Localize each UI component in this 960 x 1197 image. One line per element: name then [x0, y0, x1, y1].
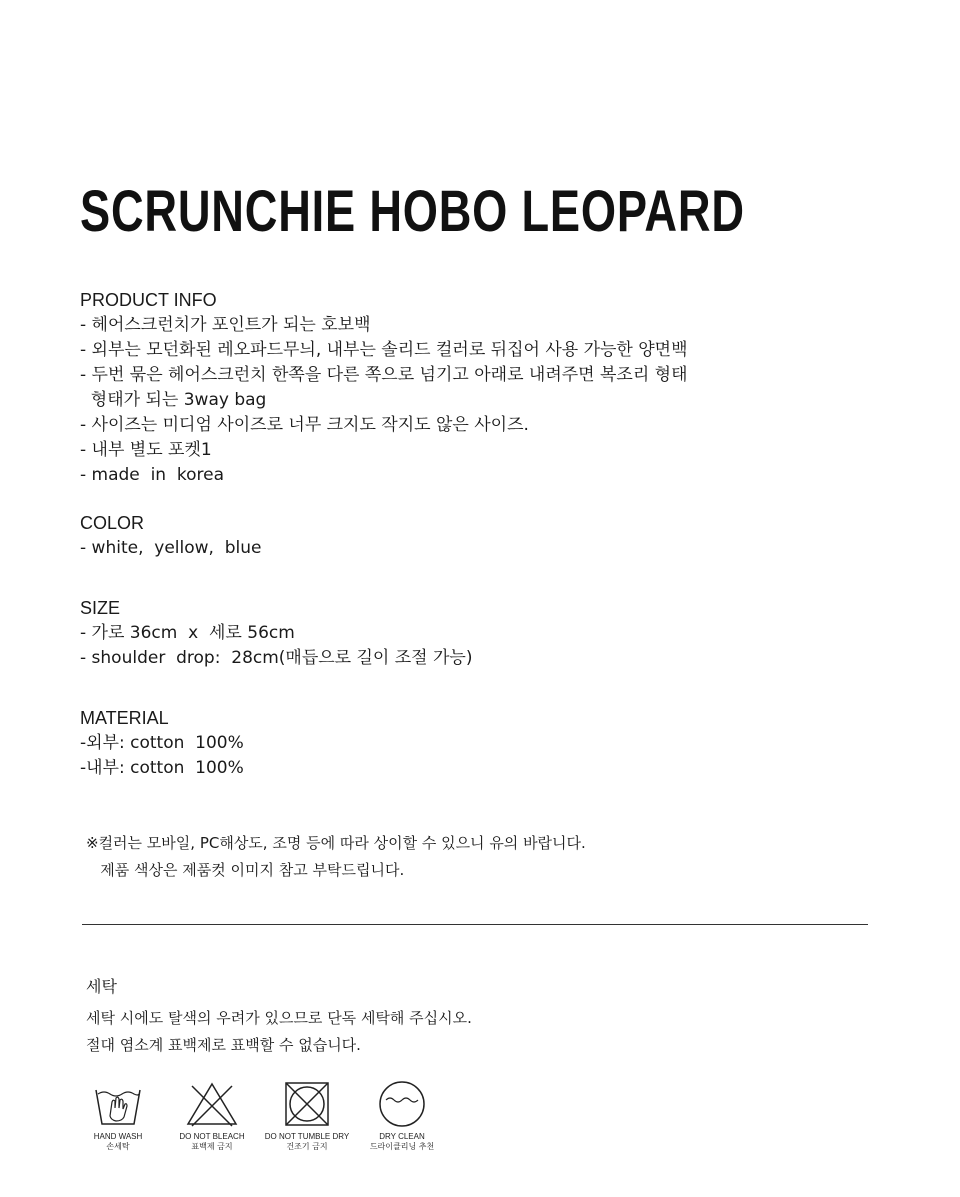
- hand-wash-icon: [88, 1080, 148, 1130]
- do-not-bleach-icon: [182, 1080, 242, 1130]
- product-title: SCRUNCHIE HOBO LEOPARD: [80, 179, 745, 244]
- product-info-line: - 두번 묶은 헤어스크런치 한쪽을 다른 쪽으로 넘기고 아래로 내려주면 복조리 형태: [80, 365, 688, 385]
- color-notice: [86, 830, 586, 884]
- care-heading: 세탁: [86, 977, 117, 996]
- care-line: 세탁 시에도 탈색의 우려가 있으므로 단독 세탁해 주십시오.: [86, 1009, 472, 1027]
- product-info-line: - 외부는 모던화된 레오파드무늬, 내부는 솔리드 컬러로 뒤집어 사용 가능한 양면백: [80, 340, 688, 360]
- material-line: -외부: cotton 100%: [80, 733, 244, 753]
- color-line: - white, yellow, blue: [80, 538, 262, 558]
- size-line: - 가로 36cm x 세로 56cm: [80, 623, 295, 643]
- care-symbol-label: DRY CLEAN: [379, 1132, 425, 1141]
- product-info-line: - 내부 별도 포켓1: [80, 440, 212, 460]
- care-symbol-label: DO NOT TUMBLE DRY: [264, 1132, 350, 1141]
- care-line: 절대 염소계 표백제로 표백할 수 없습니다.: [86, 1036, 361, 1054]
- do-not-tumble-dry-icon: [277, 1080, 337, 1130]
- product-info-line: - made in korea: [80, 465, 225, 485]
- care-symbol-sublabel: 건조기 금지: [286, 1142, 328, 1151]
- care-symbol-label: HAND WASH: [93, 1132, 143, 1141]
- dry-clean-icon: [372, 1080, 432, 1130]
- care-symbol-sublabel: 표백제 금지: [191, 1142, 233, 1151]
- care-instructions: [86, 1005, 472, 1059]
- size-heading: SIZE: [80, 598, 121, 618]
- care-symbol-hand-wash: [68, 1080, 168, 1152]
- care-symbol-label: DO NOT BLEACH: [179, 1132, 245, 1141]
- product-info-line: 형태가 되는 3way bag: [80, 390, 267, 410]
- care-symbol-sublabel: 드라이클리닝 추천: [369, 1142, 435, 1151]
- material-heading: MATERIAL: [80, 708, 169, 728]
- notice-line: 제품 색상은 제품컷 이미지 참고 부탁드립니다.: [86, 861, 405, 879]
- size-line: - shoulder drop: 28cm(매듭으로 길이 조절 가능): [80, 648, 473, 668]
- material-line: -내부: cotton 100%: [80, 758, 244, 778]
- care-icons: [82, 1080, 482, 1160]
- product-info-line: - 헤어스크런치가 포인트가 되는 호보백: [80, 315, 371, 335]
- material-section: [80, 706, 244, 781]
- color-heading: COLOR: [80, 513, 145, 533]
- product-info-heading: PRODUCT INFO: [80, 290, 217, 310]
- care-symbol-dry-clean: [352, 1080, 452, 1152]
- care-symbol-do-not-bleach: [162, 1080, 262, 1152]
- product-info-section: [80, 288, 688, 488]
- care-symbol-do-not-tumble-dry: [257, 1080, 357, 1152]
- color-section: [80, 511, 262, 561]
- size-section: [80, 596, 472, 671]
- notice-line: ※컬러는 모바일, PC해상도, 조명 등에 따라 상이할 수 있으니 유의 바랍니다.: [86, 834, 586, 852]
- product-info-line: - 사이즈는 미디엄 사이즈로 너무 크지도 작지도 않은 사이즈.: [80, 415, 529, 435]
- divider: [82, 924, 868, 925]
- care-symbol-sublabel: 손세탁: [106, 1142, 130, 1151]
